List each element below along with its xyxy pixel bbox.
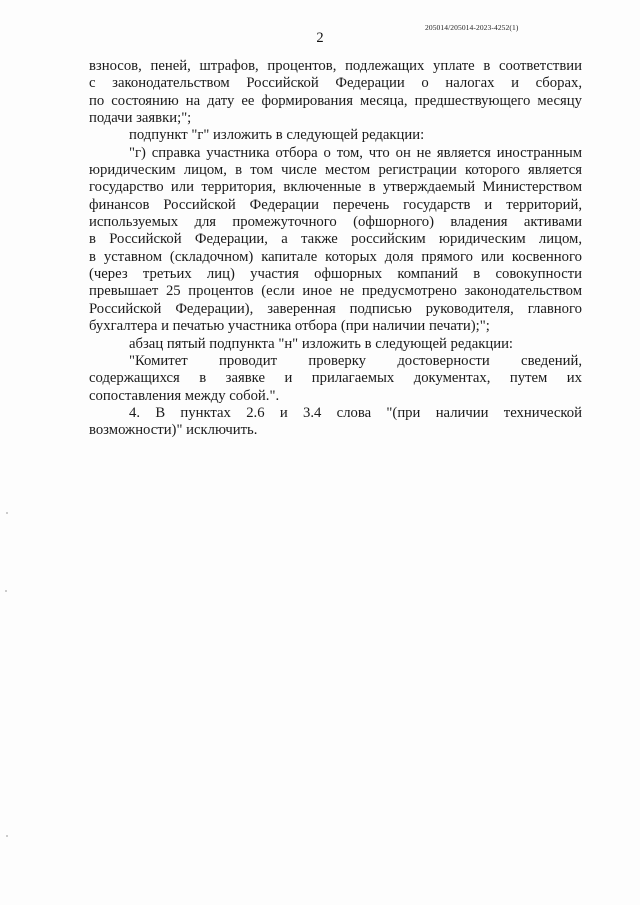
- text-line: возможности)" исключить.: [89, 422, 258, 439]
- text-line: государство или территория, включенные в утверждаемый Министерством: [89, 179, 582, 196]
- paragraph-taxes-continuation: [89, 58, 582, 127]
- text-line: подпункт "г" изложить в следующей редакции:: [129, 127, 425, 144]
- text-line: используемых для промежуточного (офшорного) владения активами: [89, 214, 582, 231]
- text-line: содержащихся в заявке и прилагаемых документах, путем их: [89, 370, 582, 387]
- text-line: финансов Российской Федерации перечень государств и территорий,: [89, 196, 582, 213]
- text-line: Российской Федерации), заверенная подписью руководителя, главного: [89, 300, 582, 317]
- document-id: 205014/205014-2023-4252(1): [425, 23, 519, 32]
- text-line: в Российской Федерации, а также российским юридическим лицом,: [89, 231, 582, 248]
- text-line: взносов, пеней, штрафов, процентов, подлежащих уплате в соответствии: [89, 58, 582, 74]
- text-line: бухгалтера и печатью участника отбора (при наличии печати);";: [89, 318, 490, 335]
- paragraph-item-4: [89, 405, 582, 440]
- paragraph-subitem-g-intro: [89, 127, 582, 144]
- text-line: 4. В пунктах 2.6 и 3.4 слова "(при наличии технической: [129, 404, 582, 421]
- scan-artifact: [6, 835, 8, 837]
- paragraph-subitem-n-intro: [89, 336, 582, 353]
- document-body: [89, 58, 582, 440]
- text-line: "Комитет проводит проверку достоверности сведений,: [129, 352, 582, 369]
- text-line: "г) справка участника отбора о том, что он не является иностранным: [129, 144, 582, 161]
- text-line: сопоставления между собой.".: [89, 387, 280, 404]
- text-line: в уставном (складочном) капитале которых доля прямого или косвенного: [89, 248, 582, 265]
- text-line: абзац пятый подпункта "н" изложить в следующей редакции:: [129, 335, 514, 352]
- paragraph-subitem-g-text: [89, 145, 582, 336]
- text-line: юридическим лицом, в том числе местом регистрации которого является: [89, 162, 582, 179]
- text-line: превышает 25 процентов (если иное не предусмотрено законодательством: [89, 283, 582, 300]
- paragraph-committee-check: [89, 353, 582, 405]
- scan-artifact: [6, 512, 8, 514]
- text-line: подачи заявки;";: [89, 110, 192, 127]
- text-line: (через третьих лиц) участия офшорных компаний в совокупности: [89, 266, 582, 283]
- text-line: с законодательством Российской Федерации о налогах и сборах,: [89, 75, 582, 92]
- page-number: 2: [316, 30, 324, 46]
- scan-artifact: [5, 590, 7, 592]
- text-line: по состоянию на дату ее формирования месяца, предшествующего месяцу: [89, 92, 582, 109]
